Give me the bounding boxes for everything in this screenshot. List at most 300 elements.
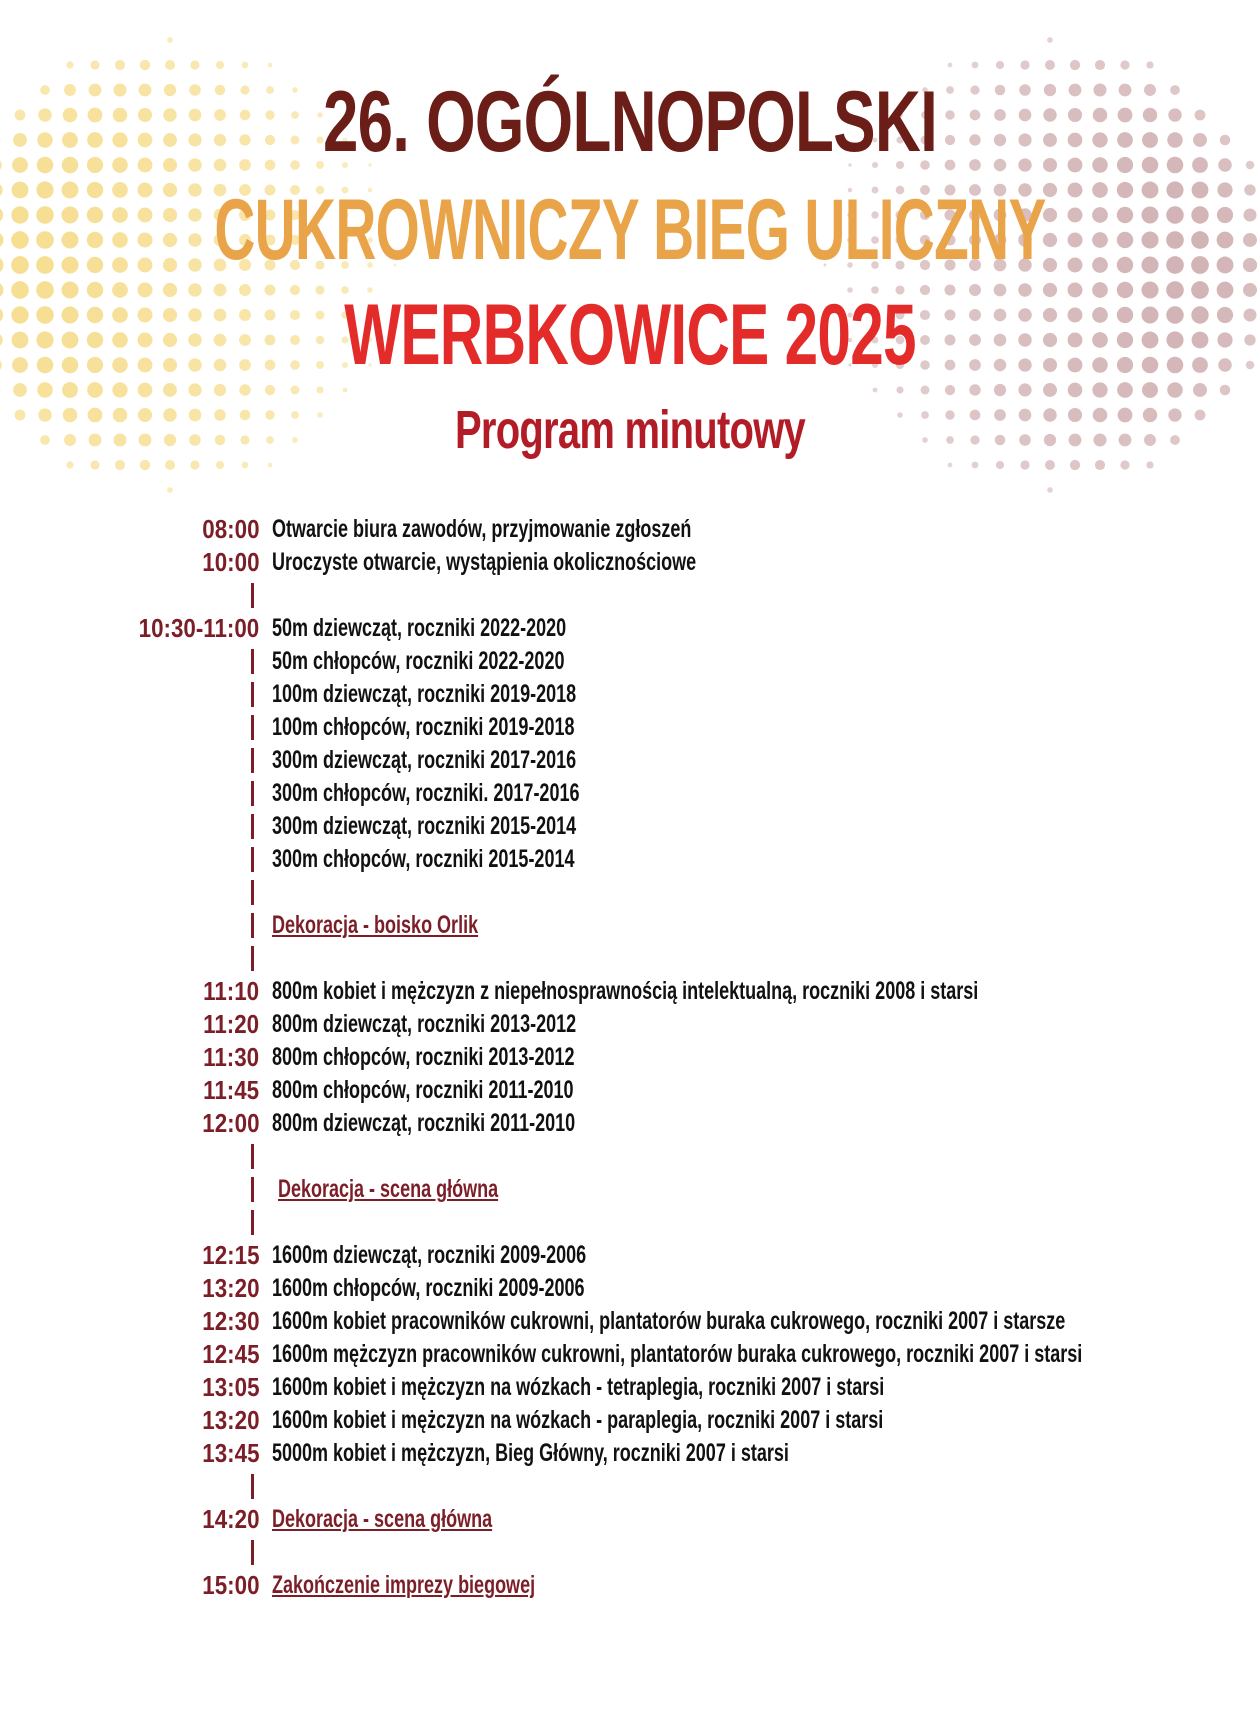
halftone-dot xyxy=(37,132,52,147)
halftone-dot xyxy=(64,434,76,446)
halftone-dot xyxy=(88,408,103,423)
event-text: 800m dziewcząt, roczniki 2011-2010 xyxy=(272,1109,576,1137)
halftone-dot xyxy=(88,108,103,123)
schedule-row xyxy=(0,909,1260,942)
halftone-dot xyxy=(1168,408,1181,421)
halftone-dot xyxy=(62,132,78,148)
schedule-row xyxy=(0,1008,1260,1041)
halftone-dot xyxy=(1192,157,1208,173)
halftone-dot xyxy=(1166,281,1184,299)
halftone-dot xyxy=(62,382,78,398)
halftone-dot xyxy=(1166,306,1183,323)
decoration-event: Dekoracja - boisko Orlik xyxy=(272,911,479,939)
halftone-dot xyxy=(11,306,28,323)
halftone-dot xyxy=(1146,61,1153,68)
halftone-dot xyxy=(87,282,103,298)
halftone-dot xyxy=(138,158,153,173)
event-text: 300m dziewcząt, roczniki 2015-2014 xyxy=(272,812,577,840)
halftone-dot xyxy=(87,307,103,323)
schedule-row xyxy=(0,1041,1260,1074)
halftone-dot xyxy=(138,183,153,198)
halftone-dot xyxy=(87,382,103,398)
halftone-dot xyxy=(112,282,128,298)
halftone-dot xyxy=(1217,332,1232,347)
halftone-dot xyxy=(1166,331,1183,348)
halftone-dot xyxy=(0,158,2,171)
halftone-dot xyxy=(1092,257,1108,273)
event-text: 50m dziewcząt, roczniki 2022-2020 xyxy=(272,614,567,642)
halftone-dot xyxy=(12,157,28,173)
halftone-dot xyxy=(1192,182,1209,199)
halftone-dot xyxy=(1191,256,1209,274)
schedule-row xyxy=(0,1371,1260,1404)
halftone-dot xyxy=(1117,332,1133,348)
halftone-dot xyxy=(138,108,152,122)
halftone-dot xyxy=(61,231,78,248)
halftone-dot xyxy=(112,232,128,248)
halftone-dot xyxy=(1142,182,1159,199)
event-time: 11:45 xyxy=(203,1075,259,1105)
schedule-row xyxy=(0,1173,1260,1206)
halftone-dot xyxy=(1191,306,1208,323)
event-time: 13:05 xyxy=(201,1372,259,1402)
halftone-dot xyxy=(112,332,128,348)
halftone-dot xyxy=(1168,108,1181,121)
halftone-dot xyxy=(1246,361,1255,370)
halftone-dot xyxy=(112,382,127,397)
program-subtitle: Program minutowy xyxy=(454,400,806,460)
halftone-dot xyxy=(1117,157,1133,173)
halftone-dot xyxy=(138,408,152,422)
halftone-dot xyxy=(1243,233,1257,247)
schedule-row xyxy=(0,1404,1260,1437)
halftone-dot xyxy=(1118,108,1133,123)
halftone-dot xyxy=(1092,282,1108,298)
timeline-bar xyxy=(251,715,254,740)
halftone-dot xyxy=(1047,37,1053,43)
halftone-dot xyxy=(37,382,52,397)
event-time: 13:20 xyxy=(201,1405,259,1435)
halftone-dot xyxy=(1095,460,1105,470)
halftone-dot xyxy=(61,256,78,273)
halftone-dot xyxy=(1167,132,1182,147)
schedule-row xyxy=(0,1239,1260,1272)
halftone-dot xyxy=(115,60,125,70)
timeline-bar xyxy=(251,913,254,938)
event-text: 800m kobiet i mężczyzn z niepełnosprawnością intelektualną, roczniki 2008 i starsi xyxy=(272,977,979,1005)
halftone-dot xyxy=(316,386,323,393)
halftone-dot xyxy=(0,182,3,197)
halftone-dot xyxy=(62,332,79,349)
halftone-dot xyxy=(1166,181,1183,198)
event-text: 100m chłopców, roczniki 2019-2018 xyxy=(272,713,575,741)
halftone-dot xyxy=(1193,133,1207,147)
event-text: Uroczyste otwarcie, wystąpienia okolicznościowe xyxy=(272,548,697,576)
halftone-dot xyxy=(0,282,3,299)
halftone-dot xyxy=(945,385,955,395)
halftone-dot xyxy=(36,206,53,223)
halftone-dot xyxy=(1117,382,1133,398)
halftone-dot xyxy=(1119,434,1132,447)
halftone-dot xyxy=(1068,258,1083,273)
schedule-row xyxy=(0,678,1260,711)
halftone-dot xyxy=(265,385,275,395)
halftone-dot xyxy=(1167,357,1184,374)
timeline-bar xyxy=(251,1474,254,1499)
timeline-bar xyxy=(251,781,254,806)
halftone-dot xyxy=(268,63,273,68)
halftone-dot xyxy=(1047,487,1053,493)
halftone-dot xyxy=(1195,410,1206,421)
halftone-dot xyxy=(36,231,54,249)
halftone-dot xyxy=(1117,282,1133,298)
timeline-bar xyxy=(251,1540,254,1565)
halftone-dot xyxy=(1141,231,1158,248)
halftone-dot xyxy=(1117,132,1133,148)
schedule-row xyxy=(0,711,1260,744)
halftone-dot xyxy=(1217,182,1232,197)
halftone-dot xyxy=(239,384,250,395)
event-time: 15:00 xyxy=(201,1570,259,1600)
halftone-dot xyxy=(1141,206,1158,223)
halftone-dot xyxy=(12,182,29,199)
event-text: 100m dziewcząt, roczniki 2019-2018 xyxy=(272,680,577,708)
halftone-dot xyxy=(1191,281,1209,299)
event-text: 1600m dziewcząt, roczniki 2009-2006 xyxy=(272,1241,587,1269)
halftone-dot xyxy=(112,257,128,273)
schedule-row xyxy=(0,546,1260,579)
event-time: 10:30-11:00 xyxy=(138,613,259,643)
halftone-dot xyxy=(1092,232,1108,248)
halftone-dot xyxy=(61,206,78,223)
halftone-dot xyxy=(87,157,103,173)
halftone-dot xyxy=(1117,207,1133,223)
event-text: 1600m mężczyzn pracowników cukrowni, plantatorów buraka cukrowego, roczniki 2007 i starsi xyxy=(272,1340,1083,1368)
halftone-dot xyxy=(1045,60,1055,70)
halftone-dot xyxy=(38,408,51,421)
event-text: 800m chłopców, roczniki 2011-2010 xyxy=(272,1076,574,1104)
schedule-row xyxy=(0,1272,1260,1305)
halftone-dot xyxy=(1143,108,1157,122)
halftone-dot xyxy=(163,308,177,322)
halftone-dot xyxy=(15,110,26,121)
halftone-dot xyxy=(1220,385,1231,396)
halftone-dot xyxy=(242,62,249,69)
title-line-2: CUKROWNICZY BIEG ULICZNY xyxy=(214,182,1046,278)
halftone-dot xyxy=(87,257,103,273)
event-time: 11:10 xyxy=(203,976,259,1006)
halftone-dot xyxy=(1191,231,1209,249)
event-text: 800m dziewcząt, roczniki 2013-2012 xyxy=(272,1010,577,1038)
halftone-dot xyxy=(38,108,51,121)
halftone-dot xyxy=(1218,158,1231,171)
halftone-dot xyxy=(140,460,150,470)
timeline-connector xyxy=(0,1140,1260,1173)
timeline-bar xyxy=(251,1210,254,1235)
event-time: 10:00 xyxy=(201,547,259,577)
halftone-dot xyxy=(62,157,79,174)
halftone-dot xyxy=(139,84,152,97)
halftone-dot xyxy=(62,357,79,374)
halftone-dot xyxy=(1144,84,1156,96)
halftone-dot xyxy=(291,386,300,395)
event-text: 300m chłopców, roczniki. 2017-2016 xyxy=(272,779,580,807)
event-text: 300m dziewcząt, roczniki 2017-2016 xyxy=(272,746,577,774)
timeline-bar xyxy=(251,946,254,971)
halftone-dot xyxy=(113,108,128,123)
halftone-dot xyxy=(13,383,27,397)
halftone-dot xyxy=(138,383,153,398)
event-text: 50m chłopców, roczniki 2022-2020 xyxy=(272,647,565,675)
halftone-dot xyxy=(1170,435,1180,445)
halftone-dot xyxy=(112,132,127,147)
timeline-bar xyxy=(251,880,254,905)
halftone-dot xyxy=(0,257,3,274)
halftone-dot xyxy=(921,386,930,395)
schedule-row xyxy=(0,1503,1260,1536)
halftone-dot xyxy=(190,60,199,69)
halftone-dot xyxy=(140,60,150,70)
event-time: 08:00 xyxy=(201,514,259,544)
timeline-connector xyxy=(0,579,1260,612)
halftone-dot xyxy=(972,62,979,69)
halftone-dot xyxy=(115,460,125,470)
decoration-event: Dekoracja - scena główna xyxy=(272,1505,493,1533)
halftone-dot xyxy=(1142,357,1159,374)
halftone-dot xyxy=(138,233,153,248)
halftone-dot xyxy=(0,332,3,347)
halftone-dot xyxy=(1217,307,1233,323)
halftone-dot xyxy=(87,332,103,348)
halftone-dot xyxy=(896,386,903,393)
halftone-dot xyxy=(1166,206,1183,223)
schedule-row xyxy=(0,1437,1260,1470)
event-text: 1600m chłopców, roczniki 2009-2006 xyxy=(272,1274,585,1302)
halftone-dot xyxy=(138,358,153,373)
event-text: 1600m kobiet i mężczyzn na wózkach - tetraplegia, roczniki 2007 i starsi xyxy=(272,1373,885,1401)
halftone-dot xyxy=(1191,206,1208,223)
halftone-dot xyxy=(61,306,78,323)
halftone-dot xyxy=(138,308,153,323)
halftone-dot xyxy=(1092,207,1108,223)
schedule-row xyxy=(0,612,1260,645)
halftone-dot xyxy=(1118,408,1133,423)
halftone-dot xyxy=(12,357,28,373)
halftone-dot xyxy=(15,410,26,421)
halftone-dot xyxy=(1020,60,1029,69)
halftone-dot xyxy=(112,307,128,323)
schedule-row xyxy=(0,1569,1260,1602)
halftone-dot xyxy=(167,487,173,493)
halftone-dot xyxy=(163,183,177,197)
halftone-dot xyxy=(36,331,53,348)
halftone-dot xyxy=(1141,281,1158,298)
halftone-dot xyxy=(1119,84,1132,97)
halftone-dot xyxy=(873,388,878,393)
halftone-dot xyxy=(1218,358,1231,371)
schedule-row xyxy=(0,1305,1260,1338)
halftone-dot xyxy=(138,283,153,298)
halftone-dot xyxy=(188,258,201,271)
halftone-dot xyxy=(163,258,177,272)
event-text: 5000m kobiet i mężczyzn, Bieg Główny, roczniki 2007 i starsi xyxy=(272,1439,789,1467)
halftone-dot xyxy=(1144,434,1156,446)
halftone-dot xyxy=(1141,256,1158,273)
event-time: 12:15 xyxy=(201,1240,259,1270)
event-time: 12:45 xyxy=(201,1339,259,1369)
halftone-dot xyxy=(139,434,152,447)
halftone-dot xyxy=(66,461,73,468)
event-time: 13:20 xyxy=(201,1273,259,1303)
timeline-bar xyxy=(251,1177,254,1202)
timeline-bar xyxy=(251,649,254,674)
halftone-dot xyxy=(1095,60,1105,70)
halftone-dot xyxy=(37,157,54,174)
schedule-row xyxy=(0,1107,1260,1140)
halftone-dot xyxy=(87,182,103,198)
event-time: 11:20 xyxy=(203,1009,259,1039)
event-text: Otwarcie biura zawodów, przyjmowanie zgłoszeń xyxy=(272,515,692,543)
timeline-connector xyxy=(0,942,1260,975)
schedule-row xyxy=(0,843,1260,876)
timeline-bar xyxy=(251,814,254,839)
halftone-dot xyxy=(36,306,53,323)
timeline-bar xyxy=(251,847,254,872)
halftone-dot xyxy=(1166,231,1184,249)
timeline-connector xyxy=(0,1206,1260,1239)
halftone-dot xyxy=(216,61,224,69)
event-time: 12:30 xyxy=(201,1306,259,1336)
halftone-dot xyxy=(188,233,201,246)
halftone-dot xyxy=(163,233,177,247)
halftone-dot xyxy=(11,256,29,274)
halftone-dot xyxy=(1068,233,1083,248)
halftone-dot xyxy=(1167,157,1184,174)
halftone-dot xyxy=(113,408,128,423)
halftone-dot xyxy=(1143,408,1157,422)
title-line-3: WERBKOWICE 2025 xyxy=(344,287,916,383)
event-text: 1600m kobiet i mężczyzn na wózkach - paraplegia, roczniki 2007 i starsi xyxy=(272,1406,884,1434)
closing-event: Zakończenie imprezy biegowej xyxy=(272,1571,536,1599)
halftone-dot xyxy=(1195,110,1206,121)
event-time: 14:20 xyxy=(201,1504,259,1534)
halftone-dot xyxy=(1117,307,1133,323)
timeline-connector xyxy=(0,1470,1260,1503)
halftone-dot xyxy=(11,231,29,249)
halftone-dot xyxy=(0,232,3,249)
halftone-dot xyxy=(63,408,77,422)
halftone-dot xyxy=(1217,282,1234,299)
halftone-dot xyxy=(1243,308,1256,321)
halftone-dot xyxy=(1220,135,1231,146)
event-time: 12:00 xyxy=(201,1108,259,1138)
halftone-dot xyxy=(1192,357,1208,373)
halftone-dot xyxy=(40,435,50,445)
halftone-dot xyxy=(1170,85,1180,95)
halftone-dot xyxy=(1142,132,1158,148)
halftone-dot xyxy=(112,357,128,373)
halftone-dot xyxy=(90,460,99,469)
timeline-bar xyxy=(251,748,254,773)
schedule-row xyxy=(0,777,1260,810)
timeline-connector xyxy=(0,876,1260,909)
halftone-dot xyxy=(1142,382,1158,398)
halftone-dot xyxy=(0,207,3,223)
halftone-dot xyxy=(188,208,201,221)
halftone-dot xyxy=(165,60,175,70)
halftone-dot xyxy=(1092,182,1108,198)
halftone-dot xyxy=(163,208,177,222)
halftone-dot xyxy=(1068,208,1083,223)
halftone-dot xyxy=(87,132,103,148)
halftone-dot xyxy=(1244,184,1255,195)
halftone-dot xyxy=(90,60,99,69)
timeline-connector xyxy=(0,1536,1260,1569)
halftone-dot xyxy=(1217,257,1234,274)
halftone-dot xyxy=(87,207,103,223)
halftone-dot xyxy=(89,434,102,447)
halftone-dot xyxy=(1243,208,1256,221)
schedule-row xyxy=(0,744,1260,777)
halftone-dot xyxy=(1092,357,1108,373)
halftone-dot xyxy=(138,258,153,273)
halftone-dot xyxy=(163,333,177,347)
halftone-dot xyxy=(163,358,177,372)
halftone-dot xyxy=(87,232,103,248)
schedule-row xyxy=(0,810,1260,843)
halftone-dot xyxy=(112,157,128,173)
halftone-dot xyxy=(138,333,153,348)
halftone-dot xyxy=(61,281,78,298)
halftone-dot xyxy=(37,357,54,374)
halftone-dot xyxy=(87,357,103,373)
event-time: 13:45 xyxy=(201,1438,259,1468)
halftone-dot xyxy=(0,358,2,371)
halftone-dot xyxy=(1120,460,1129,469)
schedule-row xyxy=(0,975,1260,1008)
halftone-dot xyxy=(63,108,77,122)
halftone-dot xyxy=(1117,232,1133,248)
halftone-dot xyxy=(1243,258,1257,272)
halftone-dot xyxy=(969,384,980,395)
halftone-dot xyxy=(89,84,102,97)
halftone-dot xyxy=(1117,357,1133,373)
halftone-dot xyxy=(1167,382,1182,397)
timeline-bar xyxy=(251,583,254,608)
halftone-dot xyxy=(167,37,173,43)
halftone-dot xyxy=(0,307,3,323)
halftone-dot xyxy=(40,85,50,95)
schedule-row xyxy=(0,513,1260,546)
halftone-dot xyxy=(11,281,29,299)
halftone-dot xyxy=(113,83,126,96)
event-text: 800m chłopców, roczniki 2013-2012 xyxy=(272,1043,575,1071)
halftone-dot xyxy=(1142,332,1159,349)
halftone-dot xyxy=(36,181,53,198)
halftone-dot xyxy=(996,61,1004,69)
halftone-dot xyxy=(13,133,27,147)
halftone-dot xyxy=(36,281,54,299)
decoration-event: Dekoracja - scena główna xyxy=(278,1175,499,1203)
halftone-dot xyxy=(113,433,126,446)
halftone-dot xyxy=(343,388,348,393)
event-time: 11:30 xyxy=(203,1042,259,1072)
halftone-dot xyxy=(1117,257,1133,273)
event-text: 1600m kobiet pracowników cukrowni, plantatorów buraka cukrowego, roczniki 2007 i starsze xyxy=(272,1307,1066,1335)
halftone-dot xyxy=(1070,60,1080,70)
halftone-dot xyxy=(12,332,29,349)
halftone-dot xyxy=(1192,332,1209,349)
